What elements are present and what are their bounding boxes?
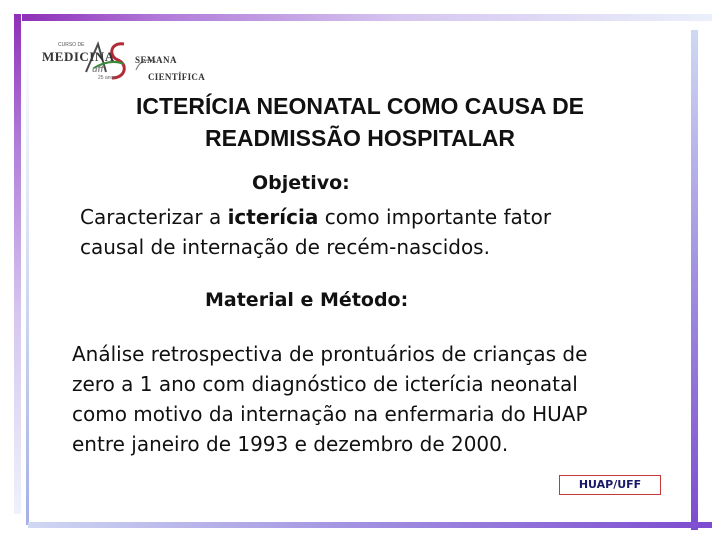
objetivo-line-2: causal de internação de recém-nascidos.	[80, 235, 490, 259]
top-frame-bar	[22, 14, 712, 21]
slide-title	[40, 90, 680, 154]
objetivo-text	[80, 202, 680, 262]
logo-semana-text: SEMANA	[135, 55, 178, 65]
metodo-line-1: Análise retrospectiva de prontuários de crianças de	[72, 342, 588, 366]
material-metodo-heading: Material e Método:	[205, 289, 409, 311]
logo-cientifica-text: CIENTÍFICA	[148, 72, 206, 82]
bottom-frame-bar	[28, 522, 712, 528]
objetivo-highlight: icterícia	[227, 205, 319, 229]
metodo-text	[72, 339, 692, 459]
metodo-line-3: como motivo da internação na enfermaria do HUAP	[72, 402, 588, 426]
left-inner-bar	[26, 30, 29, 525]
metodo-line-2: zero a 1 ano com diagnóstico de icterícia neonatal	[72, 372, 578, 396]
logo-uff-text: uff	[92, 64, 104, 74]
semana-cientifica-logo	[40, 38, 210, 90]
logo-medicina-text: MEDICINA	[42, 49, 115, 64]
title-line-1: ICTERÍCIA NEONATAL COMO CAUSA DE	[135, 93, 585, 119]
left-frame-bar	[14, 14, 21, 514]
logo-top-text: CURSO DE	[58, 42, 85, 48]
objetivo-line-1	[80, 202, 680, 232]
huap-uff-badge: HUAP/UFF	[559, 475, 661, 495]
right-frame-bar	[691, 30, 698, 530]
objetivo-line-1-pre: Caracterizar a	[80, 205, 228, 229]
objetivo-line-1-post: como importante fator	[318, 205, 552, 229]
metodo-line-4: entre janeiro de 1993 e dezembro de 2000.	[72, 432, 509, 456]
logo-anos-text: 25 anos	[98, 75, 116, 81]
title-line-2: READMISSÃO HOSPITALAR	[204, 125, 516, 151]
objetivo-heading: Objetivo:	[252, 172, 350, 194]
